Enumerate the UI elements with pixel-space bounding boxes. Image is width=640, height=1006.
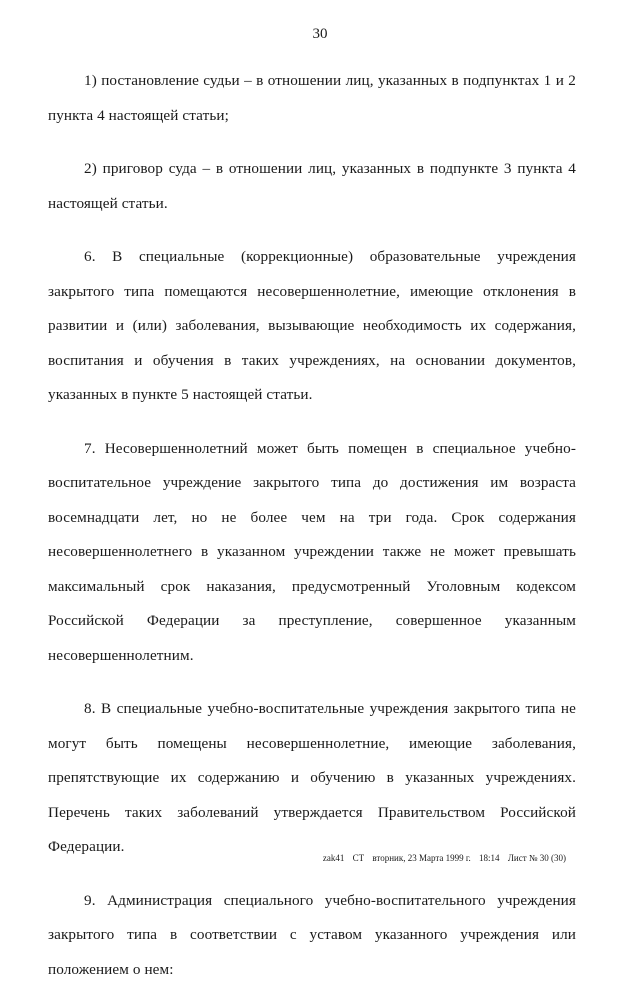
footer-initials: СТ	[352, 853, 365, 863]
footer-file: zak41	[322, 853, 345, 863]
footer-date: вторник, 23 Марта 1999 г.	[372, 853, 471, 863]
page-number: 30	[312, 26, 328, 42]
page-footer	[323, 853, 566, 863]
document-body	[48, 64, 576, 1006]
paragraph-item-7: 7. Несовершеннолетний может быть помещен в специальное учебно-воспитательное учреждение закрытого типа до достижения им возраста восемнадцати лет, но не более чем на три года. Срок содержания несовершеннолетнего в указанном учреждении также не может превышать максимальный срок наказания, предусмотренный Уголовным кодексом Российской Федерации за преступление, совершенное указанным несовершеннолетним.	[48, 439, 576, 664]
paragraph-item-8: 8. В специальные учебно-воспитательные учреждения закрытого типа не могут быть помещены несовершеннолетние, имеющие заболевания, препятствующие их содержанию и обучению в указанных учреждениях. Перечень таких заболеваний утверждается Правительством Российской Федерации.	[48, 700, 576, 855]
footer-time: 18:14	[479, 853, 500, 863]
paragraph-subitem-2: 2) приговор суда – в отношении лиц, указанных в подпункте 3 пункта 4 настоящей статьи.	[48, 160, 576, 212]
paragraph-item-9: 9. Администрация специального учебно-воспитательного учреждения закрытого типа в соответствии с уставом указанного учреждения или положением о нем:	[48, 891, 576, 978]
footer-sheet: Лист № 30 (30)	[507, 853, 566, 863]
paragraph-item-6: 6. В специальные (коррекционные) образовательные учреждения закрытого типа помещаются несовершеннолетние, имеющие отклонения в развитии и (или) заболевания, вызывающие необходимость их содержания, воспитания и обучения в таких учреждениях, на основании документов, указанных в пункте 5 настоящей статьи.	[48, 248, 576, 403]
paragraph-subitem-1: 1) постановление судьи – в отношении лиц, указанных в подпунктах 1 и 2 пункта 4 настоящей статьи;	[48, 72, 576, 124]
